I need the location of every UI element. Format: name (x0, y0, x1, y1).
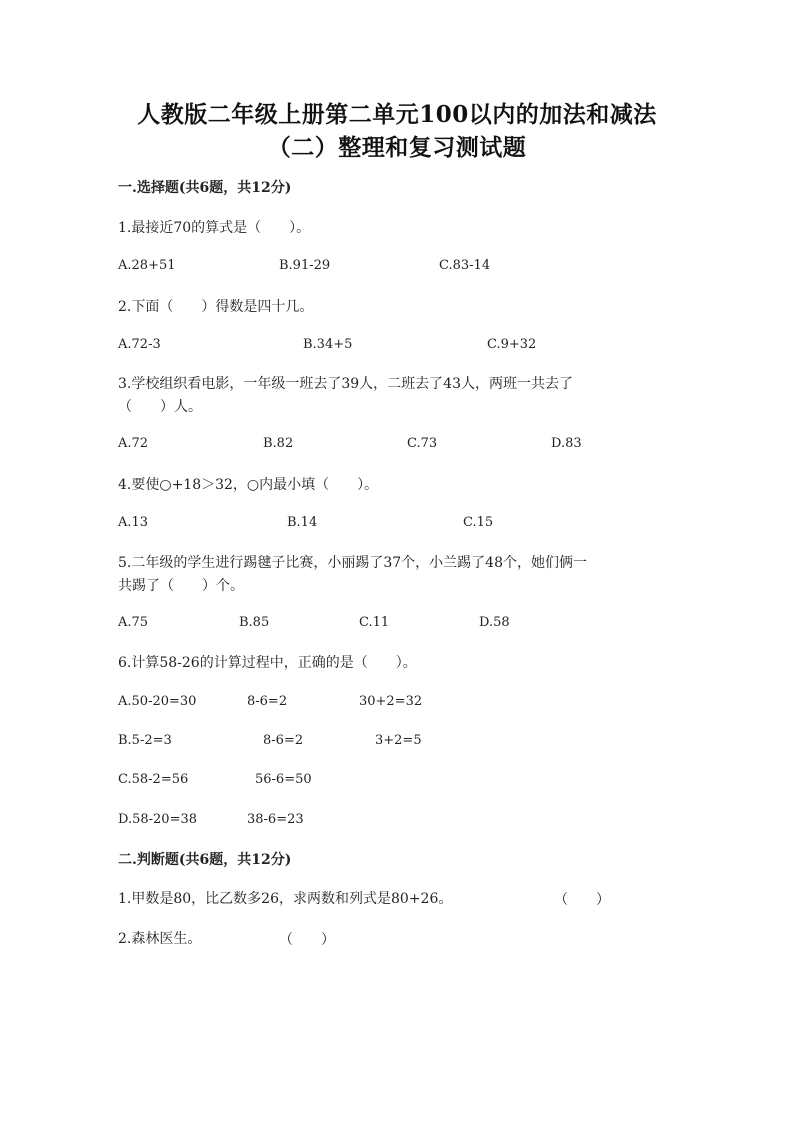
q6-option-a-step-3: 30+2=32 (359, 694, 423, 709)
section-heading-choice: 一.选择题(共6题，共12分) (118, 180, 292, 196)
question-5-text-cont: 共踢了（ ）个。 (118, 578, 244, 594)
question-3-text: 3.学校组织看电影，一年级一班去了39人，二班去了43人，两班一共去了 (118, 376, 573, 392)
q6-option-c-step-1: C.58-2=56 (118, 772, 189, 787)
q5-option-d: D.58 (479, 615, 510, 630)
q6-option-c-step-2: 56-6=50 (255, 772, 312, 787)
q6-option-b-step-2: 8-6=2 (263, 733, 304, 748)
page-subtitle: （二）整理和复习测试题 (267, 134, 527, 161)
q4-option-a: A.13 (118, 515, 149, 530)
question-1-text: 1.最接近70的算式是（ ）。 (118, 220, 311, 236)
question-3-text-cont: （ ）人。 (118, 399, 202, 415)
q6-option-b-step-3: 3+2=5 (375, 733, 422, 748)
q6-option-a-step-1: A.50-20=30 (118, 694, 197, 709)
q1-option-b: B.91-29 (279, 258, 331, 273)
q4-option-c: C.15 (463, 515, 494, 530)
page-title: 人教版二年级上册第二单元100以内的加法和减法 (137, 101, 657, 128)
q1-option-c: C.83-14 (439, 258, 491, 273)
q5-option-c: C.11 (359, 615, 390, 630)
q3-option-c: C.73 (407, 436, 438, 451)
q2-option-a: A.72-3 (118, 337, 161, 352)
section-heading-judge: 二.判断题(共6题，共12分) (118, 852, 292, 868)
q6-option-d-step-1: D.58-20=38 (118, 812, 198, 827)
judge-question-2-text: 2.森林医生。 (118, 931, 202, 947)
q6-option-a-step-2: 8-6=2 (247, 694, 288, 709)
judge-question-1-text: 1.甲数是80，比乙数多26，求两数和列式是80+26。 (118, 891, 453, 907)
question-6-text: 6.计算58-26的计算过程中，正确的是（ ）。 (118, 655, 417, 671)
q3-option-d: D.83 (551, 436, 582, 451)
question-4-text: 4.要使○+18＞32，○内最小填（ ）。 (118, 477, 379, 493)
q3-option-a: A.72 (118, 436, 149, 451)
q6-option-d-step-2: 38-6=23 (247, 812, 304, 827)
q4-option-b: B.14 (287, 515, 318, 530)
judge-question-2-answer-blank: （ ） (279, 932, 335, 948)
q1-option-a: A.28+51 (118, 258, 176, 273)
q5-option-b: B.85 (239, 615, 270, 630)
q2-option-c: C.9+32 (487, 337, 537, 352)
q5-option-a: A.75 (118, 615, 149, 630)
q6-option-b-step-1: B.5-2=3 (118, 733, 172, 748)
question-5-text: 5.二年级的学生进行踢毽子比赛，小丽踢了37个，小兰踢了48个，她们俩一 (118, 555, 587, 571)
q3-option-b: B.82 (263, 436, 294, 451)
judge-question-1-answer-blank: （ ） (554, 892, 610, 908)
question-2-text: 2.下面（ ）得数是四十几。 (118, 299, 314, 315)
q2-option-b: B.34+5 (303, 337, 353, 352)
